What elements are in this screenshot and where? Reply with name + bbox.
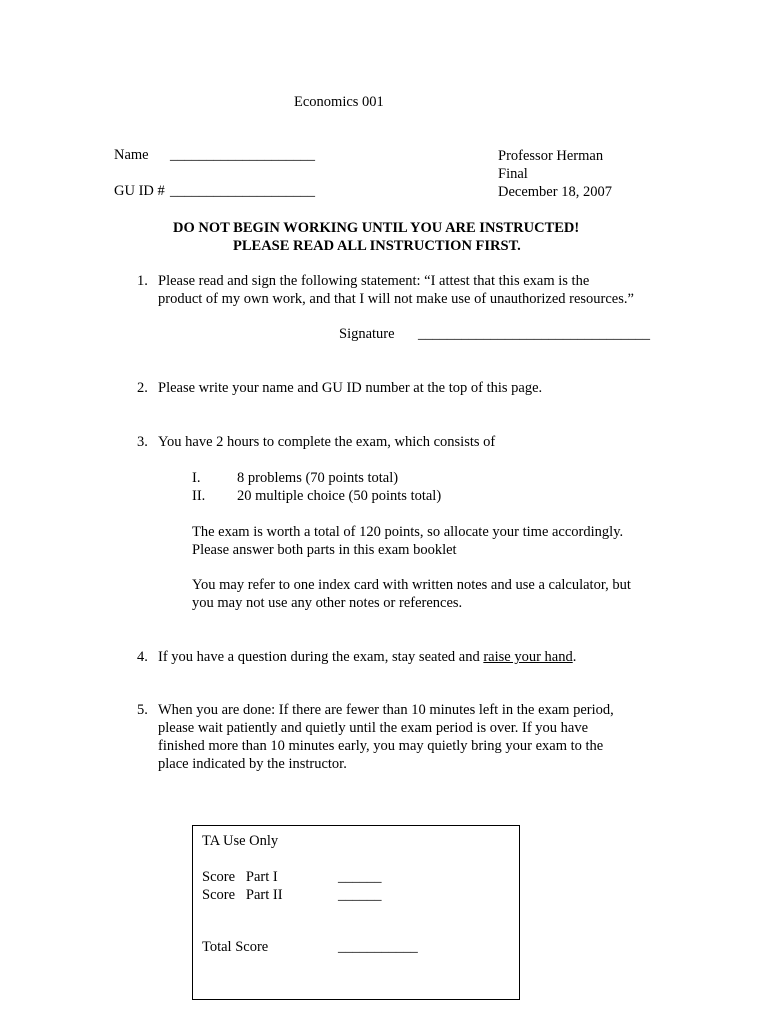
item-5-number: 5.	[137, 702, 148, 718]
item-4-text-after: .	[572, 649, 577, 665]
exam-date: December 18, 2007	[498, 184, 612, 200]
part-2-text: 20 multiple choice (50 points total)	[237, 488, 442, 504]
item-3-para-2-line-1: You may refer to one index card with written notes and use a calculator, but	[192, 577, 631, 593]
warning-line-2: PLEASE READ ALL INSTRUCTION FIRST.	[233, 238, 521, 254]
part-1-text: 8 problems (70 points total)	[237, 470, 399, 486]
item-5-line-1: When you are done: If there are fewer than 10 minutes left in the exam period,	[158, 702, 614, 718]
item-5-line-3: finished more than 10 minutes early, you may quietly bring your exam to the	[158, 738, 604, 754]
item-2-text: Please write your name and GU ID number at the top of this page.	[158, 380, 543, 396]
exam-type: Final	[498, 166, 528, 182]
item-4-text-before: If you have a question during the exam, stay seated and	[158, 649, 484, 665]
score-part-2-field[interactable]: ______	[338, 887, 382, 903]
part-2-numeral: II.	[192, 488, 206, 504]
item-4-text	[158, 648, 576, 666]
gu-id-label: GU ID #	[114, 183, 165, 199]
item-1-number: 1.	[137, 273, 148, 289]
total-score-label: Total Score	[202, 939, 269, 955]
item-1-line-2: product of my own work, and that I will not make use of unauthorized resources.”	[158, 291, 634, 307]
part-1-numeral: I.	[192, 470, 201, 486]
gu-id-field[interactable]: ____________________	[170, 183, 315, 199]
name-field[interactable]: ____________________	[170, 147, 315, 163]
ta-use-only-box	[192, 825, 520, 1000]
item-2-number: 2.	[137, 380, 148, 396]
item-3-para-2-line-2: you may not use any other notes or references.	[192, 595, 463, 611]
signature-field[interactable]: ________________________________	[418, 326, 650, 342]
name-label: Name	[114, 147, 149, 163]
item-3-text: You have 2 hours to complete the exam, which consists of	[158, 434, 496, 450]
item-5-line-4: place indicated by the instructor.	[158, 756, 347, 772]
ta-box-title: TA Use Only	[202, 833, 279, 849]
item-3-para-1-line-1: The exam is worth a total of 120 points, so allocate your time accordingly.	[192, 524, 624, 540]
signature-label: Signature	[339, 326, 395, 342]
item-3-number: 3.	[137, 434, 148, 450]
warning-line-1: DO NOT BEGIN WORKING UNTIL YOU ARE INSTRUCTED!	[173, 220, 580, 236]
item-4-number: 4.	[137, 649, 148, 665]
course-title: Economics 001	[294, 94, 384, 110]
total-score-field[interactable]: ___________	[338, 939, 418, 955]
score-part-1-label: Score Part I	[202, 869, 278, 885]
item-1-line-1: Please read and sign the following statement: “I attest that this exam is the	[158, 273, 590, 289]
item-5-line-2: please wait patiently and quietly until the exam period is over. If you have	[158, 720, 589, 736]
professor-name: Professor Herman	[498, 148, 604, 164]
item-3-para-1-line-2: Please answer both parts in this exam booklet	[192, 542, 457, 558]
score-part-1-field[interactable]: ______	[338, 869, 382, 885]
item-4-underlined: raise your hand	[483, 649, 573, 665]
score-part-2-label: Score Part II	[202, 887, 283, 903]
